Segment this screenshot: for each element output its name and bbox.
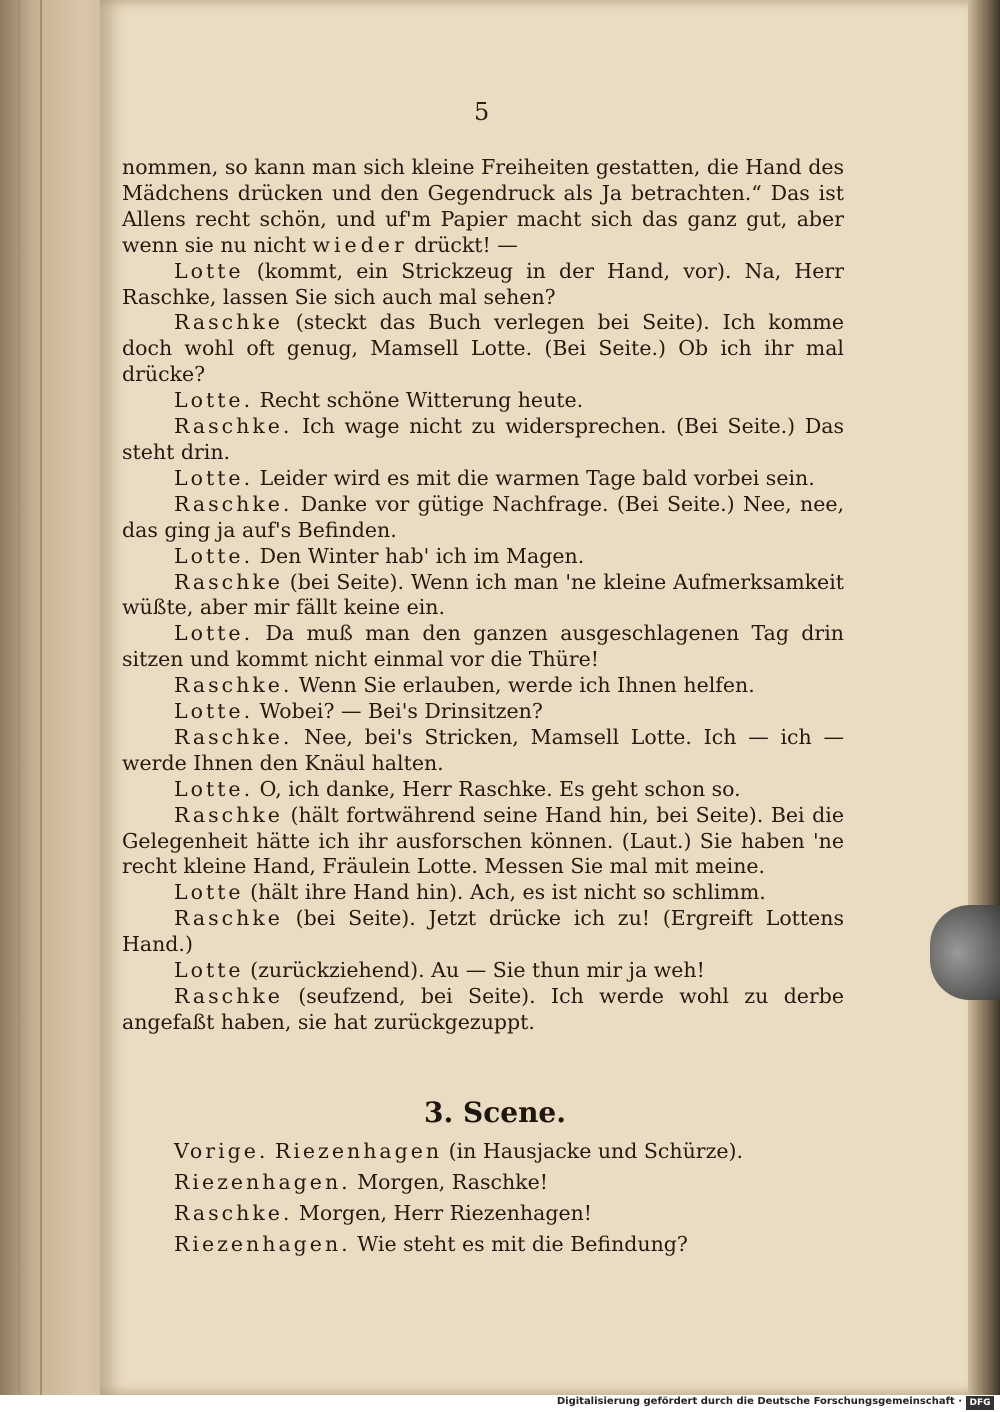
speaker-name: Riezenhagen xyxy=(274,1139,443,1163)
speaker-name: Raschke. xyxy=(174,491,293,516)
speech-line: Raschke (bei Seite). Wenn ich man 'ne kleine Aufmerksamkeit wüßte, aber mir fällt keine ein. xyxy=(122,569,844,620)
speaker-name: Raschke xyxy=(174,802,283,827)
speaker-name: Lotte. xyxy=(174,465,254,490)
speech-line: Raschke. Danke vor gütige Nachfrage. (Bei Seite.) Nee, nee, das ging ja auf's Befinden. xyxy=(122,491,844,542)
speaker-name: Raschke xyxy=(174,906,283,931)
speech-line: Lotte. Recht schöne Witterung heute. xyxy=(174,388,584,413)
speaker-name: Lotte. xyxy=(174,388,254,413)
footer-bar xyxy=(0,1395,1000,1412)
bookmark-tab xyxy=(930,905,1000,1000)
speaker-name: Vorige. xyxy=(174,1139,269,1163)
page-edge xyxy=(968,0,1000,1395)
speech-line: Lotte. Leider wird es mit die warmen Tage bald vorbei sein. xyxy=(174,465,815,490)
speaker-name: Lotte. xyxy=(174,776,254,801)
speech-line: Raschke (bei Seite). Jetzt drücke ich zu! (Ergreift Lottens Hand.) xyxy=(122,906,844,957)
speech-line: Riezenhagen. Morgen, Raschke! xyxy=(174,1170,548,1194)
speaker-name: Lotte xyxy=(174,958,244,983)
speaker-name: Lotte xyxy=(174,880,244,905)
speaker-name: Raschke xyxy=(174,984,283,1008)
speech-line: Raschke (seufzend, bei Seite). Ich werde wohl zu derbe angefaßt haben, sie hat zurückgezuppt. xyxy=(122,984,844,1034)
speaker-name: Lotte. xyxy=(174,699,254,724)
speech-line: Lotte (kommt, ein Strickzeug in der Hand, vor). Na, Herr Raschke, lassen Sie sich auch mal sehen? xyxy=(122,258,844,309)
speaker-name: Raschke. xyxy=(174,673,293,698)
page-number: 5 xyxy=(474,98,490,126)
speech-line: Lotte. O, ich danke, Herr Raschke. Es geht schon so. xyxy=(174,776,741,801)
scene-heading: 3. Scene. xyxy=(424,1096,566,1129)
dialogue-text xyxy=(122,155,844,1036)
speaker-name: Raschke. xyxy=(174,1201,293,1225)
speaker-name: Lotte. xyxy=(174,543,254,568)
speech-line: Raschke. Wenn Sie erlauben, werde ich Ihnen helfen. xyxy=(174,673,755,698)
speech-line: Raschke (hält fortwährend seine Hand hin, bei Seite). Bei die Gelegenheit hätte ich ihr ausforschen können. (Laut.) Sie haben 'ne recht kleine Hand, Fräulein Lotte. Messen Sie mal mit meine. xyxy=(122,802,844,879)
speaker-name: Lotte. xyxy=(174,621,254,646)
paragraph: nommen, so kann man sich kleine Freiheiten gestatten, die Hand des Mädchens drücken und den Gegendruck als Ja betrachten.“ Das ist Allens recht schön, und uf'm Papier macht sich das ganz gut, aber wenn sie nu nicht wieder drückt! — xyxy=(122,155,844,257)
speech-line: Riezenhagen. Wie steht es mit die Befindung? xyxy=(174,1232,688,1256)
speaker-name: Riezenhagen. xyxy=(174,1232,351,1256)
dfg-logo: DFG xyxy=(966,1396,994,1410)
speech-line: Raschke. Nee, bei's Stricken, Mamsell Lotte. Ich — ich — werde Ihnen den Knäul halten. xyxy=(122,724,844,775)
footer-credit: Digitalisierung gefördert durch die Deutsche Forschungsgemeinschaft · xyxy=(556,1396,962,1407)
speaker-name: Raschke xyxy=(174,569,283,594)
stage-direction: Vorige. Riezenhagen (in Hausjacke und Schürze). xyxy=(174,1139,744,1163)
scene-text xyxy=(122,1136,844,1260)
spine-line xyxy=(40,0,42,1395)
speech-line: Lotte. Da muß man den ganzen ausgeschlagenen Tag drin sitzen und kommt nicht einmal vor die Thüre! xyxy=(122,621,844,672)
speech-line: Lotte. Wobei? — Bei's Drinsitzen? xyxy=(174,699,543,724)
spine-line xyxy=(18,0,20,1395)
speech-line: Raschke. Ich wage nicht zu widersprechen. (Bei Seite.) Das steht drin. xyxy=(122,414,844,464)
speech-line: Lotte (zurückziehend). Au — Sie thun mir ja weh! xyxy=(174,958,705,983)
speech-line: Lotte. Den Winter hab' ich im Magen. xyxy=(174,543,585,568)
speaker-name: Lotte xyxy=(174,258,244,283)
speaker-name: Raschke. xyxy=(174,414,293,439)
speech-line: Lotte (hält ihre Hand hin). Ach, es ist nicht so schlimm. xyxy=(174,880,766,905)
speaker-name: Raschke. xyxy=(174,724,293,749)
speech-line: Raschke (steckt das Buch verlegen bei Seite). Ich komme doch wohl oft genug, Mamsell Lotte. (Bei Seite.) Ob ich ihr mal drücke? xyxy=(122,310,844,387)
speaker-name: Riezenhagen. xyxy=(174,1170,351,1194)
speech-line: Raschke. Morgen, Herr Riezenhagen! xyxy=(174,1201,593,1225)
speaker-name: Raschke xyxy=(174,310,283,335)
